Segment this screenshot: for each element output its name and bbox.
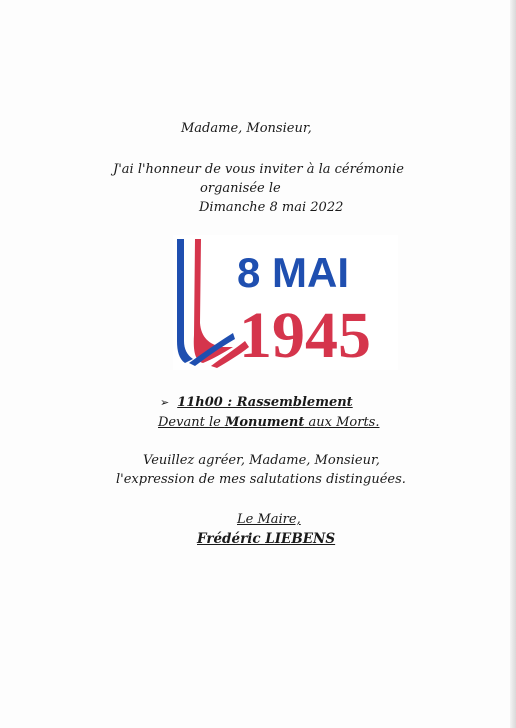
location-suffix: aux Morts. <box>304 415 380 430</box>
banner-title-top: 8 MAI <box>237 249 350 296</box>
salutation: Madame, Monsieur, <box>181 121 312 136</box>
invitation-line: J'ai l'honneur de vous inviter à la cérémonie <box>113 162 404 177</box>
signature-title: Le Maire, <box>237 512 301 527</box>
scan-edge-shadow <box>510 0 516 728</box>
arrowhead-bullet-icon: ➢ <box>160 396 170 409</box>
organised-line: organisée le <box>200 181 281 196</box>
schedule-location <box>158 415 380 431</box>
location-prefix: Devant le <box>158 415 225 430</box>
schedule-item <box>160 395 353 411</box>
location-keyword: Monument <box>224 415 305 430</box>
banner-graphic <box>173 235 398 370</box>
ceremony-date: Dimanche 8 mai 2022 <box>199 200 344 215</box>
banner-title-year: 1945 <box>239 299 371 370</box>
commemoration-banner <box>173 235 398 370</box>
schedule-time: 11h00 : Rassemblement <box>177 395 353 410</box>
closing-line-2: l'expression de mes salutations distinguées. <box>116 472 406 487</box>
closing-line-1: Veuillez agréer, Madame, Monsieur, <box>143 453 380 468</box>
signature-name: Frédéric LIEBENS <box>197 531 336 547</box>
